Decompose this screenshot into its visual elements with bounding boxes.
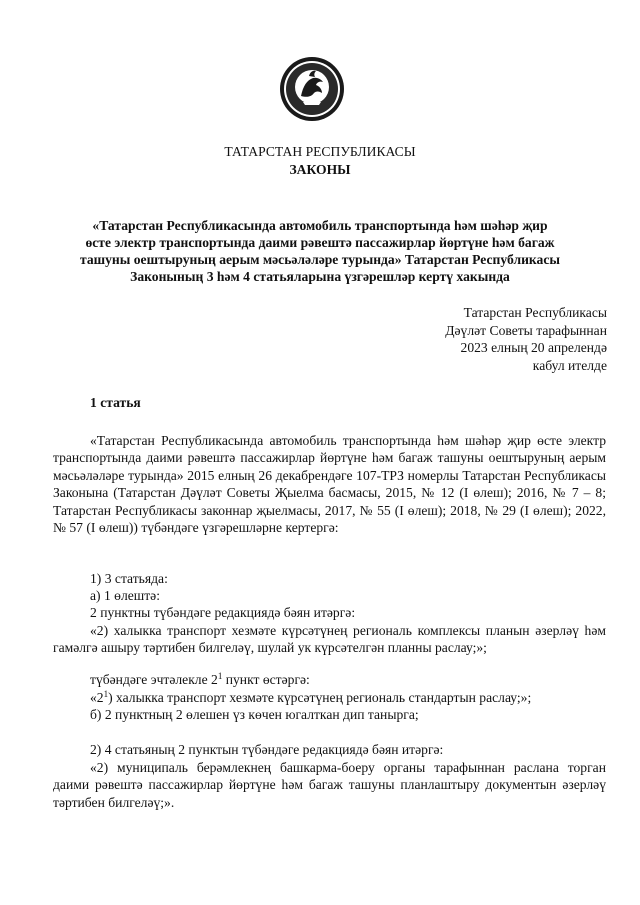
law-title-line-4: Законының 3 һәм 4 статьяларына үзгәрешләр кертү хакында bbox=[130, 269, 510, 284]
adoption-line-1: Татарстан Республикасы bbox=[463, 305, 607, 320]
add-point-superscript: 1 bbox=[217, 671, 223, 681]
quote-point-2-1 bbox=[90, 689, 606, 706]
adoption-line-4: кабул ителде bbox=[532, 357, 607, 373]
adoption-line-2: Дәүләт Советы тарафыннан bbox=[445, 322, 607, 338]
adoption-block bbox=[445, 304, 607, 374]
header-republic: ТАТАРСТАН РЕСПУБЛИКАСЫ bbox=[224, 144, 416, 159]
quote-2-1-superscript: 1 bbox=[103, 689, 109, 699]
add-point-text-before: түбәндәге эчтәлекле 2 bbox=[90, 672, 218, 687]
header-doc-type: ЗАКОНЫ bbox=[289, 162, 351, 177]
adoption-line-3: 2023 елның 20 апрелендә bbox=[460, 340, 607, 356]
law-title bbox=[0, 217, 640, 285]
item-1-b: б) 2 пунктның 2 өлешен үз көчен югалткан дип танырга; bbox=[90, 707, 419, 722]
item-1-a: а) 1 өлештә: bbox=[90, 588, 160, 603]
quote-point-2: «2) халыкка транспорт хезмәте күрсәтүнең региональ комплексы планын әзерләү һәм гамәлгә ашыру тәртибен билгеләү, шулай ук күрсәтелгән планны раслау;»; bbox=[53, 623, 606, 656]
add-point-text-after: пункт өстәргә: bbox=[222, 672, 310, 687]
tatarstan-emblem-icon bbox=[279, 56, 345, 122]
item-2: 2) 4 статьяның 2 пунктын түбәндәге редакциядә бәян итәргә: bbox=[90, 742, 444, 757]
item-1-a-text: 2 пунктны түбәндәге редакциядә бәян итәргә: bbox=[90, 605, 356, 620]
item-1: 1) 3 статьяда: bbox=[90, 571, 168, 586]
intro-paragraph: «Татарстан Республикасында автомобиль транспортында һәм шәһәр җир өсте электр транспортында даими рәвештә пассажирлар йөртүне һәм багаж ташуны оештыруның аерым мәсьәләләре турында» 2015 елның 26 декабрендәге 107-ТРЗ номерлы Татарстан Республикасы Законына (Татарстан Дәүләт Советы Җыелма басмасы, 2015, № 12 (I өлеш); 2016, № 7 – 8; Татарстан Республикасы законнар җыелмасы, 2017, № 55 (I өлеш); 2018, № 29 (I өлеш); 2022, № 57 (I өлеш)) түбәндәге үзгәрешләрне кертергә: bbox=[53, 433, 606, 536]
quote-article-4: «2) муниципаль берәмлекнең башкарма-боеру органы тарафыннан раслана торган даими рәвештә пассажирлар йөртүне һәм багаж ташуны планлаштыру документын әзерләү тәртибен билгеләү;». bbox=[53, 760, 606, 810]
quote-2-1-after: ) халыкка транспорт хезмәте күрсәтүнең региональ стандартын раслау;»; bbox=[108, 690, 532, 705]
law-title-line-3: ташуны оештыруның аерым мәсьәләләре турында» Татарстан Республикасы bbox=[80, 252, 560, 267]
law-title-line-2: өсте электр транспортында даими рәвештә пассажирлар йөртүне һәм багаж bbox=[85, 235, 555, 250]
quote-2-1-before: «2 bbox=[90, 690, 104, 705]
add-point-instruction bbox=[90, 671, 606, 688]
article-heading: 1 статья bbox=[90, 395, 141, 410]
law-title-line-1: «Татарстан Республикасында автомобиль транспортында һәм шәһәр җир bbox=[92, 218, 548, 233]
